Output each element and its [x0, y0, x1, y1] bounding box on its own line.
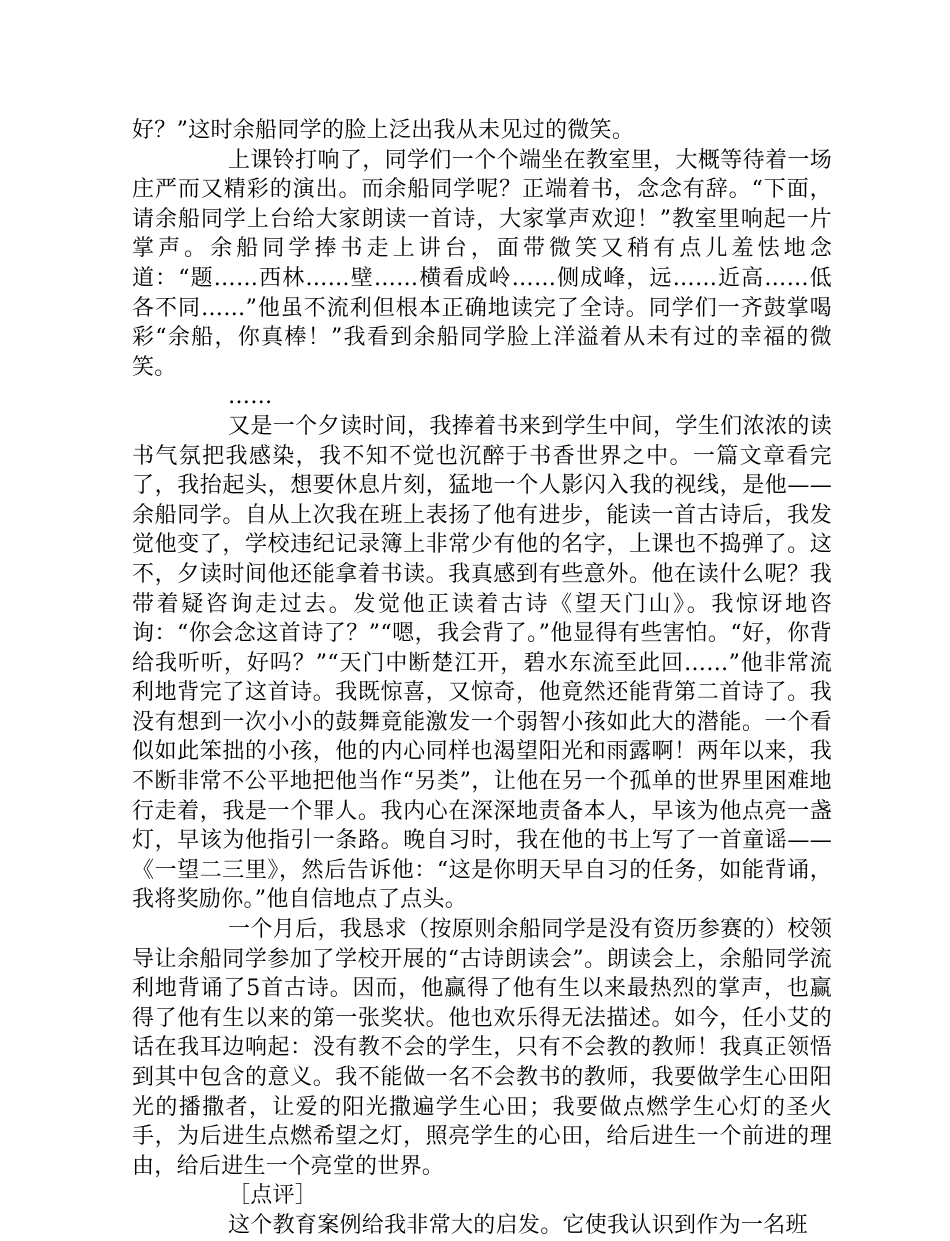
document-body: [132, 116, 832, 1241]
paragraph-one-month-later: 一个月后，我恳求（按原则余船同学是没有资历参赛的）校领导让余船同学参加了学校开展的“古诗朗读会”。朗读会上，余船同学流利地背诵了5首古诗。因而，他赢得了他有生以来最热烈的掌声，也赢得了他有生以来的第一张奖状。他也欢乐得无法描述。如今，任小艾的话在我耳边响起：没有教不会的学生，只有不会教的教师！我真正领悟到其中包含的意义。我不能做一名不会教书的教师，我要做学生心田阳光的播撒者，让爱的阳光撒遍学生心田；我要做点燃学生心灯的圣火手，为后进生点燃希望之灯，照亮学生的心田，给后进生一个前进的理由，给后进生一个亮堂的世界。: [132, 917, 832, 1179]
paragraph-recital-scene: 上课铃打响了，同学们一个个端坐在教室里，大概等待着一场庄严而又精彩的演出。而余船同学呢？正端着书，念念有辞。“下面，请余船同学上台给大家朗读一首诗，大家掌声欢迎！”教室里响起一片掌声。余船同学捧书走上讲台，面带微笑又稍有点儿羞怯地念道：“题……西林……壁……横看成岭……侧成峰，远……近高……低各不同……”他虽不流利但根本正确地读完了全诗。同学们一齐鼓掌喝彩“余船，你真棒！”我看到余船同学脸上洋溢着从未有过的幸福的微笑。: [132, 147, 832, 380]
paragraph-evening-reading: 又是一个夕读时间，我捧着书来到学生中间，学生们浓浓的读书气氛把我感染，我不知不觉也沉醉于书香世界之中。一篇文章看完了，我抬起头，想要休息片刻，猛地一个人影闪入我的视线，是他——余船同学。自从上次我在班上表扬了他有进步，能读一首古诗后，我发觉他变了，学校违纪记录簿上非常少有他的名字，上课也不捣弹了。这不，夕读时间他还能拿着书读。我真感到有些意外。他在读什么呢？我带着疑咨询走过去。发觉他正读着古诗《望天门山》。我惊讶地咨询：“你会念这首诗了？”“嗯，我会背了。”他显得有些害怕。“好，你背给我听听，好吗？”“天门中断楚江开，碧水东流至此回……”他非常流利地背完了这首诗。我既惊喜，又惊奇，他竟然还能背第二首诗了。我没有想到一次小小的鼓舞竟能激发一个弱智小孩如此大的潜能。一个看似如此笨拙的小孩，他的内心同样也渴望阳光和雨露啊！两年以来，我不断非常不公平地把他当作“另类”，让他在另一个孤单的世界里困难地行走着，我是一个罪人。我内心在深深地责备本人，早该为他点亮一盏灯，早该为他指引一条路。晚自习时，我在他的书上写了一首童谣——《一望二三里》，然后告诉他：“这是你明天早自习的任务，如能背诵，我将奖励你。”他自信地点了点头。: [132, 413, 832, 913]
paragraph-commentary: 这个教育案例给我非常大的启发。它使我认识到作为一名班: [228, 1212, 808, 1238]
section-heading-commentary: ［点评］: [228, 1183, 318, 1209]
paragraph-ellipsis: ……: [228, 384, 273, 410]
paragraph-continuation: 好？”这时余船同学的脸上泛出我从未见过的微笑。: [132, 118, 635, 143]
